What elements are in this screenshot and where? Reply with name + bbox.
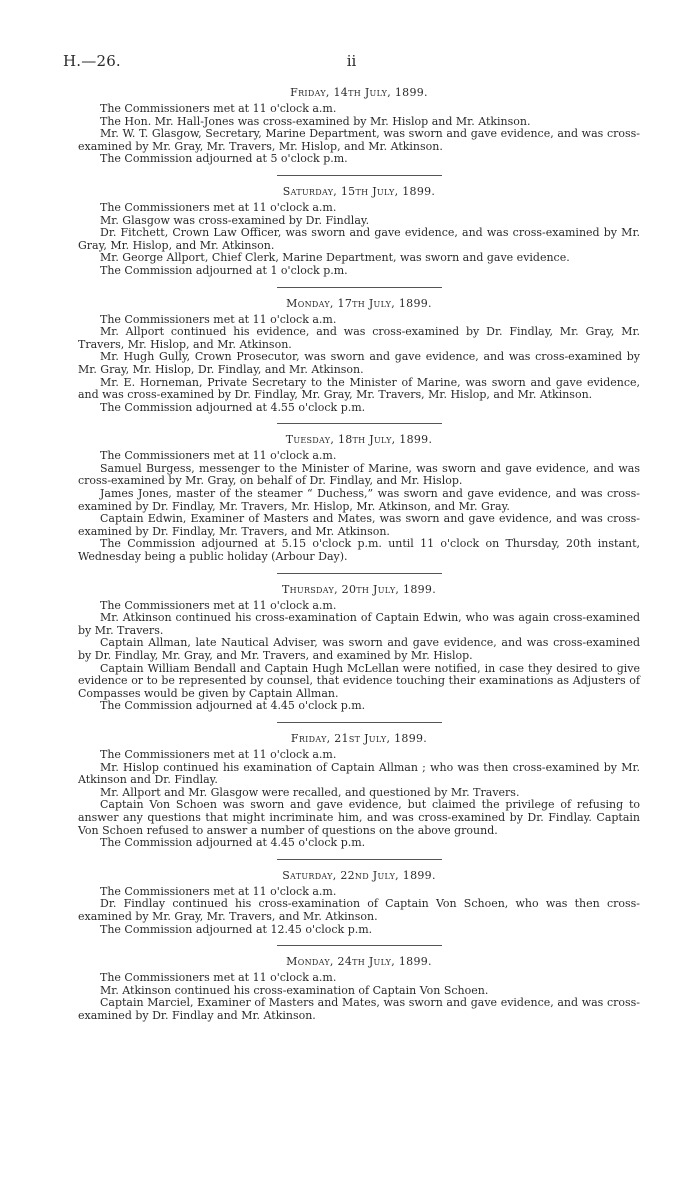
minute-paragraph: Mr. Atkinson continued his cross-examination of Captain Von Schoen. <box>100 983 489 997</box>
section-divider <box>277 859 442 860</box>
minute-paragraph: Mr. George Allport, Chief Clerk, Marine Department, was sworn and gave evidence. <box>100 251 570 265</box>
section-divider <box>277 175 442 176</box>
minute-paragraph: The Commissioners met at 11 o'clock a.m. <box>100 102 337 115</box>
minute-paragraph: The Commission adjourned at 5 o'clock p.m. <box>100 152 348 166</box>
minute-paragraph: The Hon. Mr. Hall-Jones was cross-examined by Mr. Hislop and Mr. Atkinson. <box>100 114 531 128</box>
section-divider <box>277 287 442 288</box>
minute-paragraph: Captain Marciel, Examiner of Masters and Mates, was sworn and gave evidence, and was cross-examined by Dr. Findlay and Mr. Atkinson. <box>78 996 640 1022</box>
minute-paragraph: Captain Von Schoen was sworn and gave evidence, but claimed the privilege of refusing to answer any questions that might incriminate him, and was cross-examined by Dr. Findlay. Captain Von Schoen refused to answer a number of questions on the above ground. <box>78 798 640 837</box>
minute-paragraph: Samuel Burgess, messenger to the Minister of Marine, was sworn and gave evidence, and was cross-examined by Mr. Gray, on behalf of Dr. Findlay, and Mr. Hislop. <box>78 461 640 488</box>
minute-paragraph: The Commissioners met at 11 o'clock a.m. <box>100 884 337 898</box>
day-entry <box>78 732 640 850</box>
minute-paragraph: The Commissioners met at 11 o'clock a.m. <box>100 598 337 612</box>
minute-paragraph: Mr. Glasgow was cross-examined by Dr. Findlay. <box>100 213 370 227</box>
day-date-heading: Monday, 24th July, 1899. <box>286 955 432 969</box>
page-header <box>63 52 640 74</box>
minute-paragraph: Captain Allman, late Nautical Adviser, was sworn and gave evidence, and was cross-examined by Dr. Findlay, Mr. Gray, and Mr. Travers, and examined by Mr. Hislop. <box>78 636 640 662</box>
day-date-heading: Tuesday, 18th July, 1899. <box>285 433 433 447</box>
section-divider <box>277 945 442 946</box>
minutes-body <box>78 86 640 1028</box>
minute-paragraph: Mr. Allport continued his evidence, and was cross-examined by Dr. Findlay, Mr. Gray, Mr. Travers, Mr. Hislop, and Mr. Atkinson. <box>78 325 640 351</box>
document-reference: H.—26. <box>63 52 121 70</box>
minute-paragraph: Mr. E. Horneman, Private Secretary to the Minister of Marine, was sworn and gave evidence, and was cross-examined by Dr. Findlay, Mr. Gray, Mr. Travers, Mr. Hislop, and Mr. Atkinson. <box>78 375 640 402</box>
minute-paragraph: The Commissioners met at 11 o'clock a.m. <box>100 449 337 463</box>
day-entry <box>78 433 640 563</box>
day-entry <box>78 869 640 936</box>
minute-paragraph: The Commissioners met at 11 o'clock a.m. <box>100 971 337 985</box>
minute-paragraph: Mr. Hislop continued his examination of Captain Allman ; who was then cross-examined by Mr. Atkinson and Dr. Findlay. <box>78 760 640 787</box>
minute-paragraph: Dr. Fitchett, Crown Law Officer, was sworn and gave evidence, and was cross-examined by Mr. Gray, Mr. Hislop, and Mr. Atkinson. <box>78 226 640 252</box>
day-date-heading: Saturday, 15th July, 1899. <box>282 184 436 198</box>
day-date-heading: Saturday, 22nd July, 1899. <box>282 868 436 882</box>
day-entry <box>78 297 640 415</box>
minute-paragraph: Mr. Hugh Gully, Crown Prosecutor, was sworn and gave evidence, and was cross-examined by Mr. Gray, Mr. Hislop, Dr. Findlay, and Mr. Atkinson. <box>78 350 640 376</box>
day-date-heading: Monday, 17th July, 1899. <box>286 296 432 310</box>
minute-paragraph: The Commission adjourned at 5.15 o'clock p.m. until 11 o'clock on Thursday, 20th instant, Wednesday being a public holiday (Arbour Day). <box>78 537 640 564</box>
minute-paragraph: Mr. Allport and Mr. Glasgow were recalled, and questioned by Mr. Travers. <box>100 785 520 799</box>
minute-paragraph: Captain William Bendall and Captain Hugh McLellan were notified, in case they desired to give evidence or to be represented by counsel, that evidence touching their examinations as Adjusters of Compasses would be given by Captain Allman. <box>78 661 640 700</box>
minute-paragraph: Captain Edwin, Examiner of Masters and Mates, was sworn and gave evidence, and was cross-examined by Dr. Findlay, Mr. Travers, and Mr. Atkinson. <box>78 512 640 538</box>
minute-paragraph: The Commission adjourned at 12.45 o'clock p.m. <box>100 922 373 936</box>
minute-paragraph: The Commissioners met at 11 o'clock a.m. <box>100 312 337 326</box>
day-entry <box>78 86 640 166</box>
minute-paragraph: The Commissioners met at 11 o'clock a.m. <box>100 747 337 761</box>
minute-paragraph: Mr. Atkinson continued his cross-examination of Captain Edwin, who was again cross-examined by Mr. Travers. <box>78 611 640 637</box>
minute-paragraph: James Jones, master of the steamer “ Duchess,” was sworn and gave evidence, and was cross-examined by Dr. Findlay, Mr. Travers, Mr. Hislop, Mr. Atkinson, and Mr. Gray. <box>78 487 640 513</box>
section-divider <box>277 573 442 574</box>
minute-paragraph: The Commission adjourned at 4.45 o'clock p.m. <box>100 836 366 850</box>
section-divider <box>277 423 442 424</box>
day-entry <box>78 955 640 1022</box>
minute-paragraph: The Commission adjourned at 4.45 o'clock p.m. <box>100 699 366 713</box>
day-date-heading: Thursday, 20th July, 1899. <box>281 582 437 596</box>
day-date-heading: Friday, 14th July, 1899. <box>290 86 428 99</box>
day-entry <box>78 185 640 278</box>
day-entry <box>78 583 640 713</box>
minute-paragraph: The Commissioners met at 11 o'clock a.m. <box>100 200 337 214</box>
minute-paragraph: Mr. W. T. Glasgow, Secretary, Marine Department, was sworn and gave evidence, and was cross-examined by Mr. Gray, Mr. Travers, Mr. Hislop, and Mr. Atkinson. <box>78 127 640 153</box>
section-divider <box>277 722 442 723</box>
page-number: ii <box>346 52 357 70</box>
day-date-heading: Friday, 21st July, 1899. <box>290 731 428 745</box>
minute-paragraph: The Commission adjourned at 4.55 o'clock p.m. <box>100 400 366 414</box>
minute-paragraph: Dr. Findlay continued his cross-examination of Captain Von Schoen, who was then cross-examined by Mr. Gray, Mr. Travers, and Mr. Atkinson. <box>78 897 640 923</box>
minute-paragraph: The Commission adjourned at 1 o'clock p.m. <box>100 263 348 277</box>
